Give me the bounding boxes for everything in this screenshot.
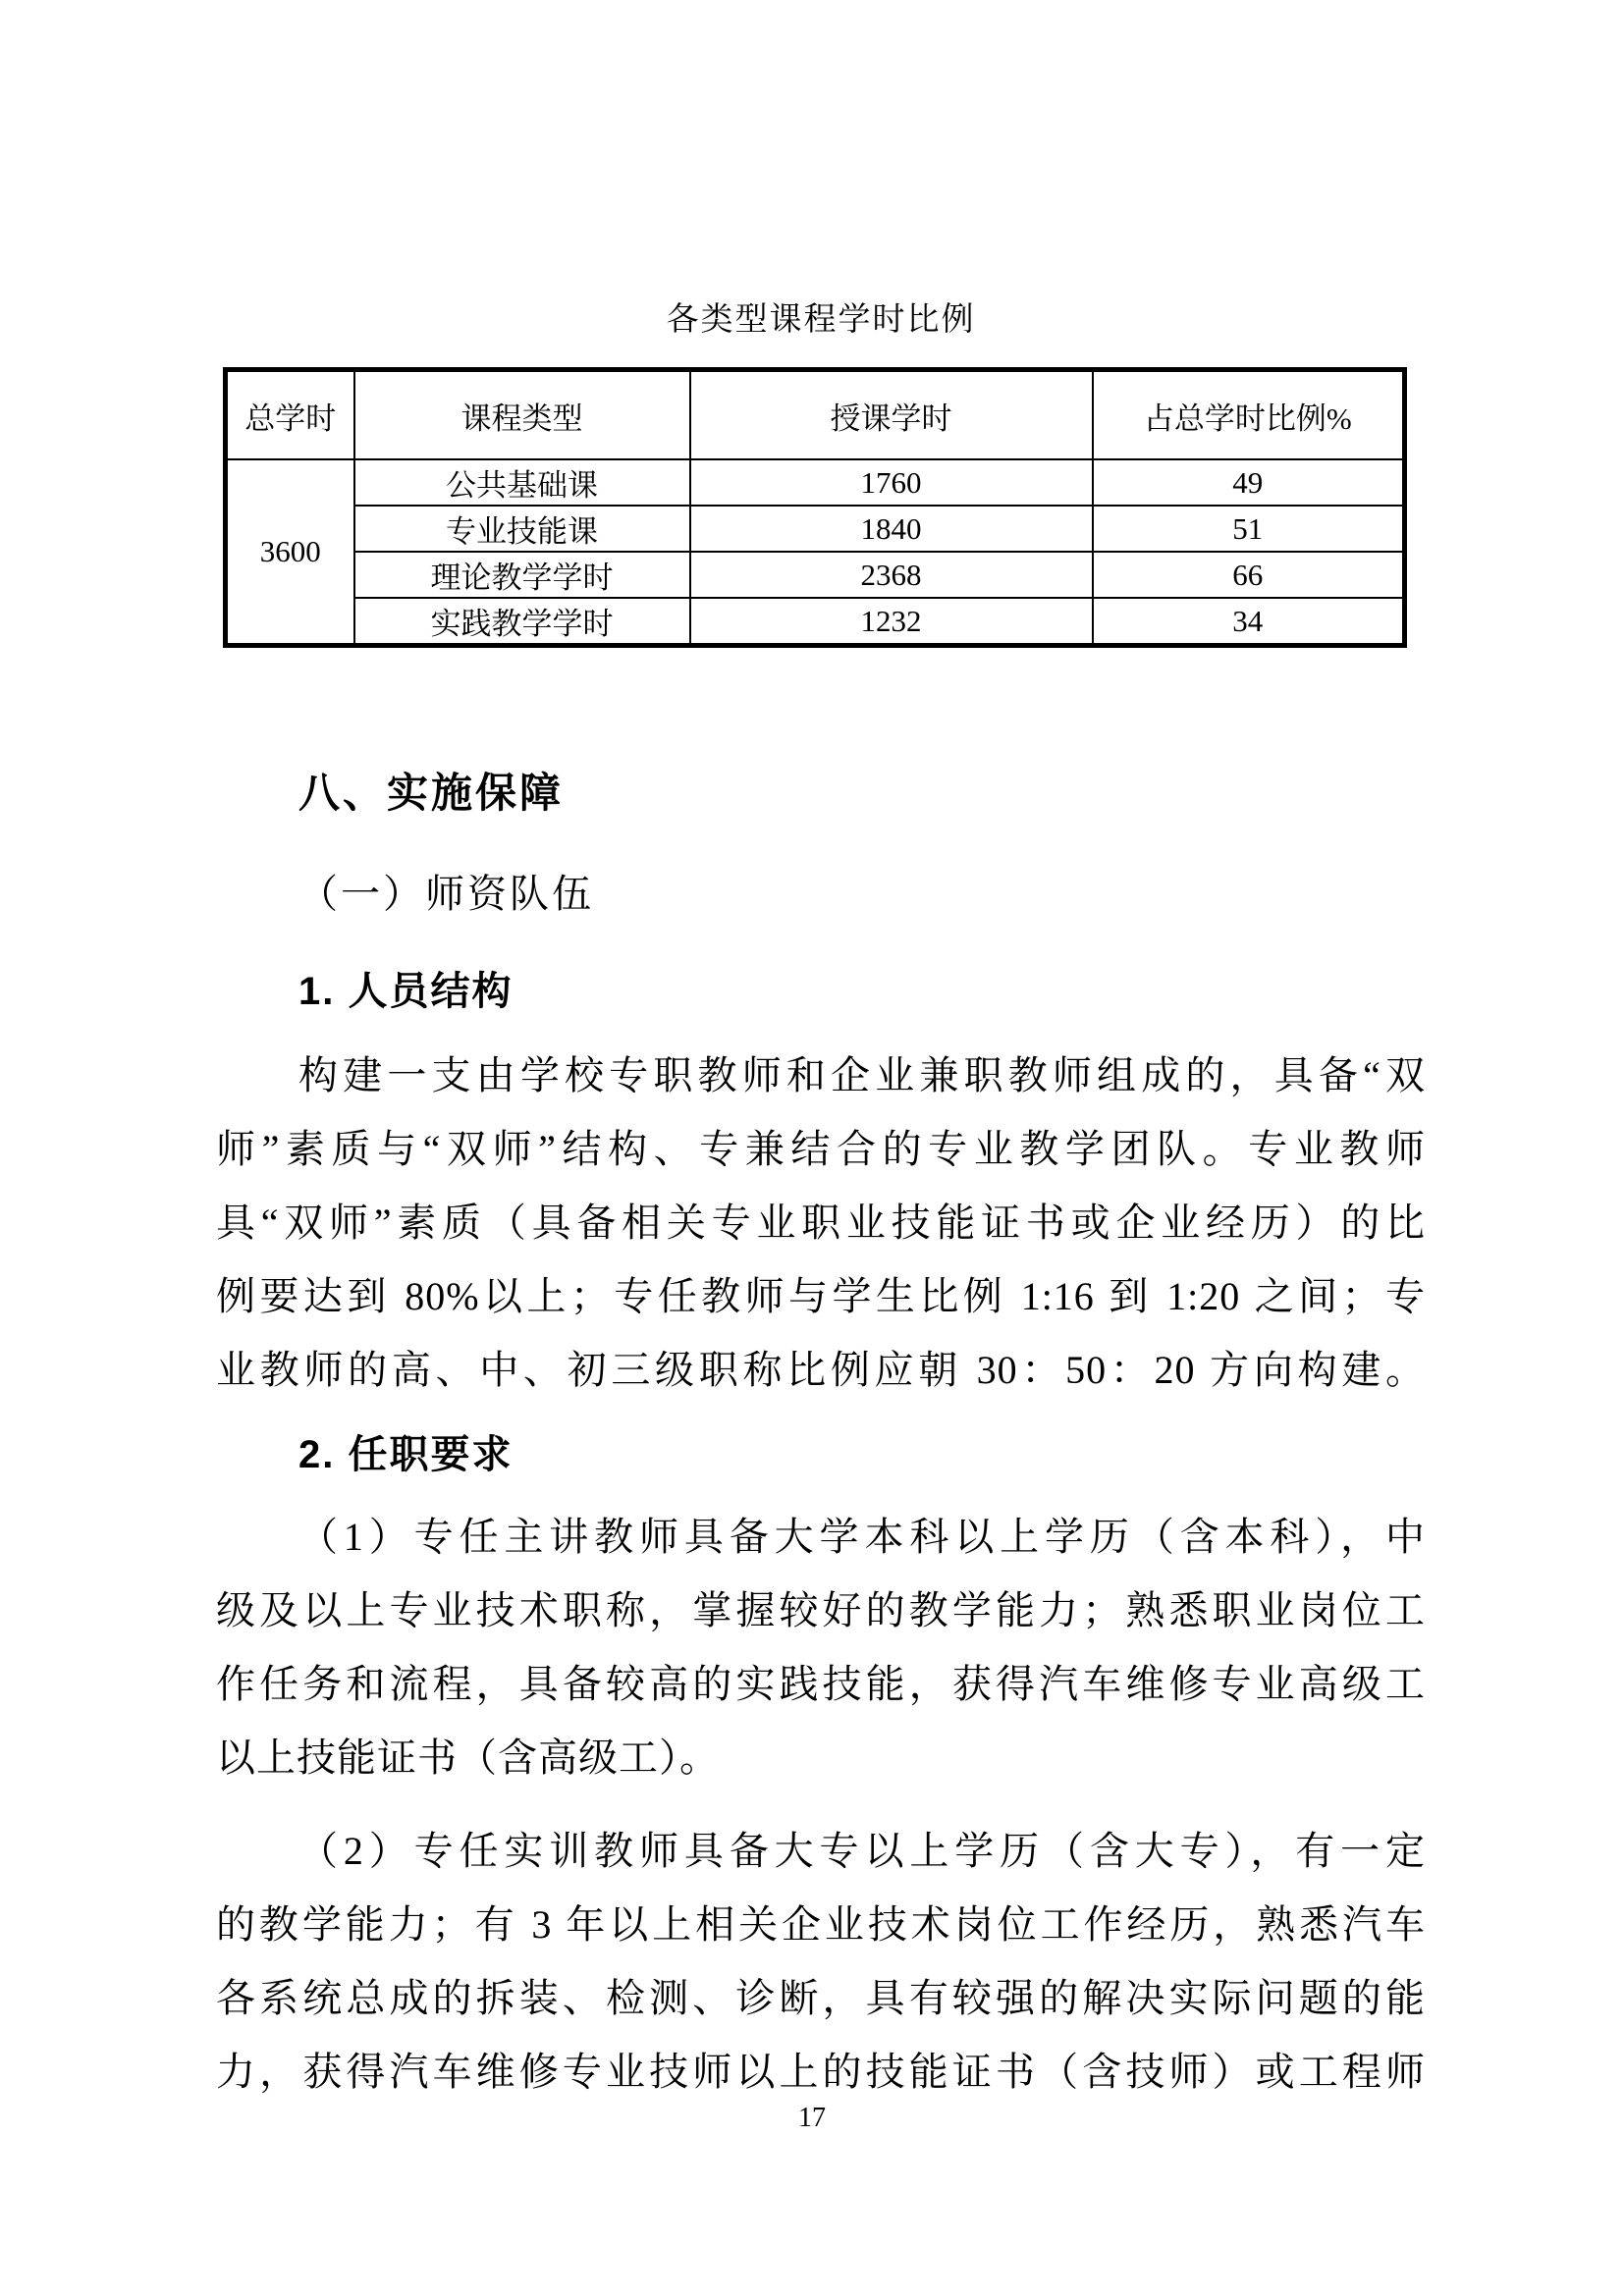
paragraph-personnel-structure <box>216 1039 1426 1407</box>
course-type-cell: 专业技能课 <box>354 506 690 552</box>
percent-cell: 51 <box>1093 506 1405 552</box>
column-header-teaching-hours: 授课学时 <box>690 370 1093 460</box>
paragraph-line: 具“双师”素质（具备相关专业职业技能证书或企业经历）的比 <box>216 1201 1426 1245</box>
hours-cell: 2368 <box>690 552 1093 598</box>
table-row <box>226 459 1405 506</box>
table-header-row <box>226 370 1405 460</box>
column-header-total-hours: 总学时 <box>226 370 354 460</box>
paragraph-line: 力，获得汽车维修专业技师以上的技能证书（含技师）或工程师 <box>216 2050 1426 2094</box>
table-row <box>226 506 1405 552</box>
heading-job-requirements: 2. 任职要求 <box>298 1433 514 1476</box>
paragraph-requirement-2 <box>216 1814 1426 2109</box>
paragraph-requirement-1 <box>216 1500 1426 1794</box>
hours-cell: 1760 <box>690 459 1093 506</box>
column-header-percent: 占总学时比例% <box>1093 370 1405 460</box>
hours-cell: 1840 <box>690 506 1093 552</box>
course-type-cell: 理论教学学时 <box>354 552 690 598</box>
table-title: 各类型课程学时比例 <box>666 302 976 338</box>
percent-cell: 49 <box>1093 459 1405 506</box>
total-hours-cell: 3600 <box>226 459 354 646</box>
paragraph-line: 构建一支由学校专职教师和企业兼职教师组成的，具备“双 <box>298 1053 1426 1097</box>
paragraph-line: 业教师的高、中、初三级职称比例应朝 30：50：20 方向构建。 <box>216 1348 1426 1392</box>
paragraph-line: 例要达到 80%以上；专任教师与学生比例 1:16 到 1:20 之间；专 <box>216 1274 1426 1318</box>
section-heading-implementation: 八、实施保障 <box>298 770 565 816</box>
paragraph-line: （2）专任实训教师具备大专以上学历（含大专），有一定 <box>298 1829 1426 1873</box>
paragraph-line: （1）专任主讲教师具备大学本科以上学历（含本科），中 <box>298 1515 1426 1559</box>
column-header-course-type: 课程类型 <box>354 370 690 460</box>
subsection-heading-faculty: （一）师资队伍 <box>298 872 594 916</box>
paragraph-line: 师”素质与“双师”结构、专兼结合的专业教学团队。专业教师 <box>216 1127 1426 1171</box>
paragraph-line: 以上技能证书（含高级工）。 <box>216 1735 720 1780</box>
page-number: 17 <box>798 2103 826 2133</box>
course-type-cell: 公共基础课 <box>354 459 690 506</box>
hours-cell: 1232 <box>690 598 1093 646</box>
paragraph-line: 的教学能力；有 3 年以上相关企业技术岗位工作经历，熟悉汽车 <box>216 1902 1426 1947</box>
course-hours-table <box>223 367 1407 648</box>
paragraph-line: 各系统总成的拆装、检测、诊断，具有较强的解决实际问题的能 <box>216 1976 1426 2020</box>
table-row <box>226 552 1405 598</box>
paragraph-line: 作任务和流程，具备较高的实践技能，获得汽车维修专业高级工 <box>216 1662 1426 1706</box>
heading-personnel-structure: 1. 人员结构 <box>298 970 514 1013</box>
percent-cell: 66 <box>1093 552 1405 598</box>
percent-cell: 34 <box>1093 598 1405 646</box>
course-type-cell: 实践教学学时 <box>354 598 690 646</box>
table-row <box>226 598 1405 646</box>
paragraph-line: 级及以上专业技术职称，掌握较好的教学能力；熟悉职业岗位工 <box>216 1588 1426 1632</box>
